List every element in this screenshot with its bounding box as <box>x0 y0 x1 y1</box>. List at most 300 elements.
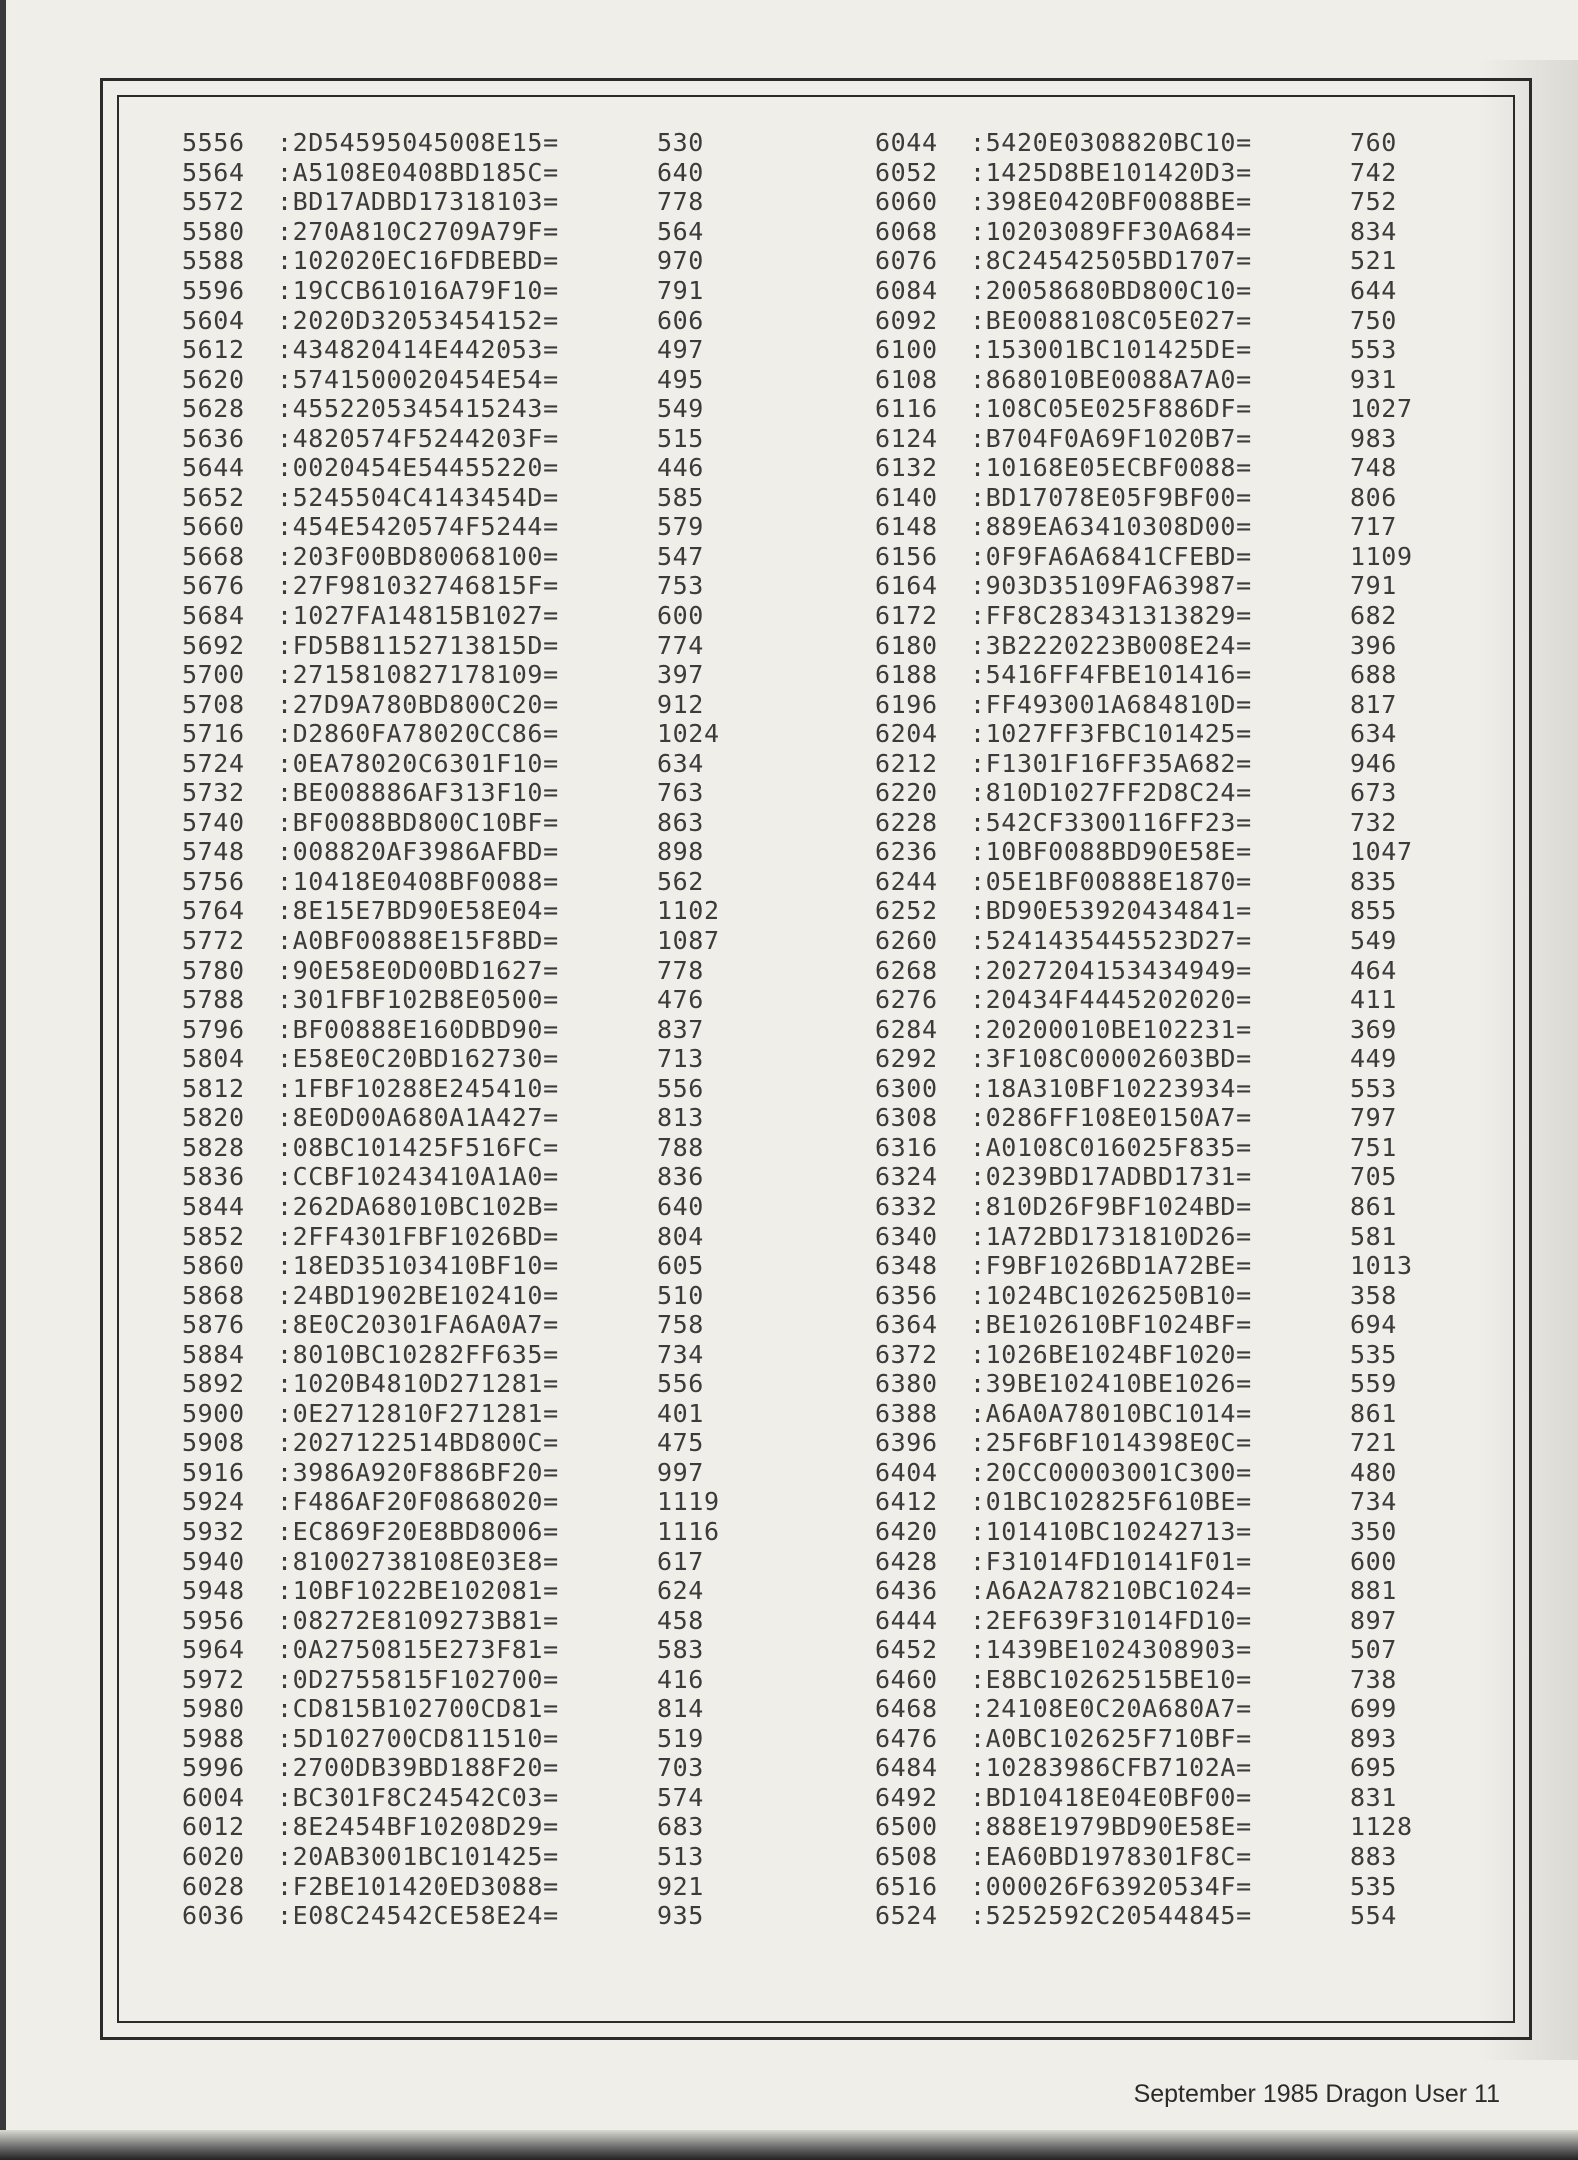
line-number: 5692 <box>182 630 245 660</box>
checksum: 519 <box>657 1723 704 1753</box>
listing-row <box>182 512 747 542</box>
line-number: 5892 <box>182 1369 245 1399</box>
hex-data: :810D1027FF2D8C24= <box>970 778 1252 808</box>
listing-row <box>875 985 1440 1015</box>
checksum: 753 <box>657 571 704 601</box>
hex-data: :EA60BD1978301F8C= <box>970 1841 1252 1871</box>
checksum: 732 <box>1350 807 1397 837</box>
line-number: 5908 <box>182 1428 245 1458</box>
line-number: 5844 <box>182 1191 245 1221</box>
hex-data: :10283986CFB7102A= <box>970 1753 1252 1783</box>
line-number: 5980 <box>182 1694 245 1724</box>
listing-row <box>875 512 1440 542</box>
checksum: 742 <box>1350 157 1397 187</box>
listing-row <box>875 1635 1440 1665</box>
checksum: 350 <box>1350 1516 1397 1546</box>
listing-row <box>875 305 1440 335</box>
checksum: 752 <box>1350 187 1397 217</box>
hex-data: :B704F0A69F1020B7= <box>970 423 1252 453</box>
checksum: 721 <box>1350 1428 1397 1458</box>
hex-data: :19CCB61016A79F10= <box>277 276 559 305</box>
listing-row <box>182 896 747 926</box>
checksum: 585 <box>657 482 704 512</box>
line-number: 5740 <box>182 807 245 837</box>
listing-row <box>182 778 747 808</box>
line-number: 6108 <box>875 364 938 394</box>
checksum: 881 <box>1350 1576 1397 1606</box>
checksum: 556 <box>657 1073 704 1103</box>
line-number: 5684 <box>182 601 245 631</box>
listing-row <box>182 1576 747 1606</box>
checksum: 688 <box>1350 660 1397 690</box>
checksum: 1024 <box>657 719 720 749</box>
checksum: 600 <box>1350 1546 1397 1576</box>
line-number: 6188 <box>875 660 938 690</box>
line-number: 6476 <box>875 1723 938 1753</box>
line-number: 5596 <box>182 276 245 305</box>
listing-row <box>182 1812 747 1842</box>
listing-row <box>182 1842 747 1872</box>
hex-data: :434820414E442053= <box>277 335 559 365</box>
listing-row <box>875 601 1440 631</box>
hex-data: :BD17078E05F9BF00= <box>970 482 1252 512</box>
listing-row <box>875 748 1440 778</box>
listing-row <box>875 1487 1440 1517</box>
listing-row <box>182 1901 747 1931</box>
line-number: 5644 <box>182 453 245 483</box>
line-number: 6044 <box>875 128 938 158</box>
checksum: 640 <box>657 1191 704 1221</box>
listing-row <box>182 1369 747 1399</box>
hex-data: :A0BC102625F710BF= <box>970 1723 1252 1753</box>
checksum: 695 <box>1350 1753 1397 1783</box>
listing-row <box>182 867 747 897</box>
line-number: 6212 <box>875 748 938 778</box>
listing-row <box>182 1014 747 1044</box>
checksum: 574 <box>657 1782 704 1812</box>
hex-data: :F486AF20F0868020= <box>277 1487 559 1517</box>
checksum: 497 <box>657 335 704 365</box>
checksum: 713 <box>657 1044 704 1074</box>
listing-row <box>182 1546 747 1576</box>
listing-row <box>875 1458 1440 1488</box>
checksum: 1027 <box>1350 394 1413 424</box>
hex-data: :2FF4301FBF1026BD= <box>277 1221 559 1251</box>
hex-data: :20200010BE102231= <box>970 1014 1252 1044</box>
checksum: 751 <box>1350 1132 1397 1162</box>
line-number: 6492 <box>875 1782 938 1812</box>
checksum: 458 <box>657 1605 704 1635</box>
hex-data: :20434F4445202020= <box>970 985 1252 1015</box>
hex-data: :2027122514BD800C= <box>277 1428 559 1458</box>
listing-row <box>182 453 747 483</box>
listing-row <box>182 719 747 749</box>
checksum: 834 <box>1350 216 1397 246</box>
line-number: 5572 <box>182 187 245 217</box>
checksum: 921 <box>657 1871 704 1901</box>
listing-row <box>875 926 1440 956</box>
checksum: 530 <box>657 128 704 158</box>
checksum: 717 <box>1350 512 1397 542</box>
hex-data: :542CF3300116FF23= <box>970 807 1252 837</box>
hex-data: :0286FF108E0150A7= <box>970 1103 1252 1133</box>
checksum: 893 <box>1350 1723 1397 1753</box>
checksum: 515 <box>657 423 704 453</box>
line-number: 6028 <box>182 1871 245 1901</box>
checksum: 553 <box>1350 335 1397 365</box>
listing-row <box>875 217 1440 247</box>
listing-row <box>182 571 747 601</box>
hex-data: :10BF0088BD90E58E= <box>970 837 1252 867</box>
line-number: 6300 <box>875 1073 938 1103</box>
line-number: 5964 <box>182 1635 245 1665</box>
line-number: 6324 <box>875 1162 938 1192</box>
listing-row <box>182 1162 747 1192</box>
line-number: 5588 <box>182 246 245 276</box>
listing-row <box>875 1369 1440 1399</box>
line-number: 6196 <box>875 689 938 719</box>
line-number: 6508 <box>875 1841 938 1871</box>
hex-data: :24108E0C20A680A7= <box>970 1694 1252 1724</box>
line-number: 5828 <box>182 1132 245 1162</box>
hex-data: :10203089FF30A684= <box>970 216 1252 246</box>
line-number: 6172 <box>875 601 938 631</box>
hex-data: :270A810C2709A79F= <box>277 216 559 246</box>
checksum: 1087 <box>657 926 720 956</box>
listing-row <box>182 1221 747 1251</box>
line-number: 6228 <box>875 807 938 837</box>
checksum: 970 <box>657 246 704 276</box>
hex-data: :EC869F20E8BD8006= <box>277 1516 559 1546</box>
line-number: 6452 <box>875 1635 938 1665</box>
hex-data: :BF0088BD800C10BF= <box>277 807 559 837</box>
hex-data: :0239BD17ADBD1731= <box>970 1162 1252 1192</box>
line-number: 6236 <box>875 837 938 867</box>
checksum: 814 <box>657 1694 704 1724</box>
listing-row <box>182 808 747 838</box>
listing-row <box>875 630 1440 660</box>
line-number: 6316 <box>875 1132 938 1162</box>
line-number: 6468 <box>875 1694 938 1724</box>
listing-column-right <box>875 128 1440 1930</box>
checksum: 464 <box>1350 955 1397 985</box>
hex-data: :A5108E0408BD185C= <box>277 157 559 187</box>
checksum: 634 <box>1350 719 1397 749</box>
checksum: 946 <box>1350 748 1397 778</box>
hex-data: :E8BC10262515BE10= <box>970 1664 1252 1694</box>
hex-data: :398E0420BF0088BE= <box>970 187 1252 217</box>
listing-row <box>182 335 747 365</box>
checksum: 791 <box>1350 571 1397 601</box>
checksum: 897 <box>1350 1605 1397 1635</box>
checksum: 863 <box>657 807 704 837</box>
listing-row <box>182 364 747 394</box>
hex-data: :FD5B81152713815D= <box>277 630 559 660</box>
checksum: 705 <box>1350 1162 1397 1192</box>
checksum: 369 <box>1350 1014 1397 1044</box>
line-number: 5652 <box>182 482 245 512</box>
line-number: 6164 <box>875 571 938 601</box>
listing-row <box>875 571 1440 601</box>
line-number: 6260 <box>875 926 938 956</box>
line-number: 5668 <box>182 541 245 571</box>
checksum: 760 <box>1350 128 1397 158</box>
line-number: 5932 <box>182 1516 245 1546</box>
checksum: 559 <box>1350 1369 1397 1399</box>
checksum: 554 <box>1350 1901 1397 1931</box>
listing-row <box>182 305 747 335</box>
line-number: 6364 <box>875 1310 938 1340</box>
line-number: 5724 <box>182 748 245 778</box>
listing-row <box>875 837 1440 867</box>
checksum: 748 <box>1350 453 1397 483</box>
checksum: 480 <box>1350 1457 1397 1487</box>
line-number: 6156 <box>875 541 938 571</box>
hex-data: :39BE102410BE1026= <box>970 1369 1252 1399</box>
hex-data: :5252592C20544845= <box>970 1901 1252 1931</box>
hex-data: :2EF639F31014FD10= <box>970 1605 1252 1635</box>
listing-row <box>182 1428 747 1458</box>
line-number: 5900 <box>182 1398 245 1428</box>
hex-data: :2715810827178109= <box>277 660 559 690</box>
listing-row <box>875 1192 1440 1222</box>
checksum: 553 <box>1350 1073 1397 1103</box>
line-number: 5924 <box>182 1487 245 1517</box>
line-number: 5820 <box>182 1103 245 1133</box>
line-number: 6132 <box>875 453 938 483</box>
line-number: 5916 <box>182 1457 245 1487</box>
line-number: 6004 <box>182 1782 245 1812</box>
listing-row <box>875 1339 1440 1369</box>
listing-row <box>875 1605 1440 1635</box>
listing-row <box>182 246 747 276</box>
hex-data: :3986A920F886BF20= <box>277 1457 559 1487</box>
hex-data: :25F6BF1014398E0C= <box>970 1428 1252 1458</box>
hex-data: :8E15E7BD90E58E04= <box>277 896 559 926</box>
hex-data: :0F9FA6A6841CFEBD= <box>970 541 1252 571</box>
checksum: 836 <box>657 1162 704 1192</box>
hex-data: :27F981032746815F= <box>277 571 559 601</box>
listing-row <box>875 778 1440 808</box>
hex-data: :8E0D00A680A1A427= <box>277 1103 559 1133</box>
listing-row <box>875 896 1440 926</box>
line-number: 5948 <box>182 1576 245 1606</box>
hex-data: :10BF1022BE102081= <box>277 1576 559 1606</box>
line-number: 6428 <box>875 1546 938 1576</box>
checksum: 931 <box>1350 364 1397 394</box>
checksum: 683 <box>657 1812 704 1842</box>
line-number: 5868 <box>182 1280 245 1310</box>
hex-data: :102020EC16FDBEBD= <box>277 246 559 276</box>
listing-row <box>875 246 1440 276</box>
checksum: 694 <box>1350 1310 1397 1340</box>
line-number: 6388 <box>875 1398 938 1428</box>
listing-row <box>182 1339 747 1369</box>
checksum: 835 <box>1350 866 1397 896</box>
listing-row <box>182 1399 747 1429</box>
hex-data: :BE0088108C05E027= <box>970 305 1252 335</box>
listing-row <box>182 276 747 306</box>
line-number: 6068 <box>875 216 938 246</box>
checksum: 813 <box>657 1103 704 1133</box>
listing-row <box>182 1251 747 1281</box>
hex-data: :A6A2A78210BC1024= <box>970 1576 1252 1606</box>
line-number: 5620 <box>182 364 245 394</box>
hex-data: :20058680BD800C10= <box>970 276 1252 305</box>
listing-row <box>182 423 747 453</box>
line-number: 6460 <box>875 1664 938 1694</box>
listing-row <box>182 1694 747 1724</box>
checksum: 734 <box>1350 1487 1397 1517</box>
line-number: 6180 <box>875 630 938 660</box>
checksum: 581 <box>1350 1221 1397 1251</box>
listing-row <box>875 1517 1440 1547</box>
checksum: 397 <box>657 660 704 690</box>
hex-data: :5D102700CD811510= <box>277 1723 559 1753</box>
line-number: 5564 <box>182 157 245 187</box>
checksum: 806 <box>1350 482 1397 512</box>
listing-column-left <box>182 128 747 1930</box>
hex-data: :CCBF10243410A1A0= <box>277 1162 559 1192</box>
hex-data: :000026F63920534F= <box>970 1871 1252 1901</box>
hex-data: :1439BE1024308903= <box>970 1635 1252 1665</box>
hex-data: :F1301F16FF35A682= <box>970 748 1252 778</box>
hex-data: :F9BF1026BD1A72BE= <box>970 1251 1252 1281</box>
hex-data: :CD815B102700CD81= <box>277 1694 559 1724</box>
line-number: 6148 <box>875 512 938 542</box>
checksum: 579 <box>657 512 704 542</box>
checksum: 837 <box>657 1014 704 1044</box>
line-number: 6524 <box>875 1901 938 1931</box>
listing-row <box>875 128 1440 158</box>
checksum: 750 <box>1350 305 1397 335</box>
listing-row <box>875 1310 1440 1340</box>
line-number: 6308 <box>875 1103 938 1133</box>
line-number: 5604 <box>182 305 245 335</box>
checksum: 547 <box>657 541 704 571</box>
hex-data: :2020D32053454152= <box>277 305 559 335</box>
line-number: 5556 <box>182 128 245 158</box>
line-number: 6052 <box>875 157 938 187</box>
listing-row <box>182 955 747 985</box>
line-number: 6012 <box>182 1812 245 1842</box>
checksum: 510 <box>657 1280 704 1310</box>
checksum: 788 <box>657 1132 704 1162</box>
listing-row <box>182 1458 747 1488</box>
listing-row <box>875 1753 1440 1783</box>
hex-data: :903D35109FA63987= <box>970 571 1252 601</box>
hex-data: :5741500020454E54= <box>277 364 559 394</box>
hex-data: :1425D8BE101420D3= <box>970 157 1252 187</box>
hex-data: :8E0C20301FA6A0A7= <box>277 1310 559 1340</box>
checksum: 411 <box>1350 985 1397 1015</box>
listing-row <box>875 719 1440 749</box>
checksum: 513 <box>657 1841 704 1871</box>
listing-row <box>875 158 1440 188</box>
checksum: 507 <box>1350 1635 1397 1665</box>
listing-row <box>875 1546 1440 1576</box>
hex-data: :4820574F5244203F= <box>277 423 559 453</box>
listing-row <box>182 1044 747 1074</box>
hex-data: :5241435445523D27= <box>970 926 1252 956</box>
hex-data: :5420E0308820BC10= <box>970 128 1252 158</box>
listing-row <box>875 542 1440 572</box>
checksum: 703 <box>657 1753 704 1783</box>
listing-row <box>182 1192 747 1222</box>
listing-row <box>875 1901 1440 1931</box>
hex-data: :2D54595045008E15= <box>277 128 559 158</box>
hex-data: :08272E8109273B81= <box>277 1605 559 1635</box>
checksum: 778 <box>657 955 704 985</box>
line-number: 5796 <box>182 1014 245 1044</box>
listing-row <box>182 1635 747 1665</box>
line-number: 6484 <box>875 1753 938 1783</box>
hex-data: :1FBF10288E245410= <box>277 1073 559 1103</box>
listing-row <box>875 394 1440 424</box>
hex-data: :454E5420574F5244= <box>277 512 559 542</box>
hex-data: :18A310BF10223934= <box>970 1073 1252 1103</box>
listing-row <box>182 1280 747 1310</box>
listing-row <box>182 1133 747 1163</box>
checksum: 640 <box>657 157 704 187</box>
checksum: 449 <box>1350 1044 1397 1074</box>
checksum: 1119 <box>657 1487 720 1517</box>
checksum: 605 <box>657 1251 704 1281</box>
line-number: 6020 <box>182 1841 245 1871</box>
listing-row <box>182 1783 747 1813</box>
checksum: 583 <box>657 1635 704 1665</box>
line-number: 5748 <box>182 837 245 867</box>
hex-data: :E08C24542CE58E24= <box>277 1901 559 1931</box>
hex-data: :301FBF102B8E0500= <box>277 985 559 1015</box>
listing-row <box>182 601 747 631</box>
checksum: 791 <box>657 276 704 305</box>
hex-data: :108C05E025F886DF= <box>970 394 1252 424</box>
checksum: 634 <box>657 748 704 778</box>
hex-data: :868010BE0088A7A0= <box>970 364 1252 394</box>
listing-row <box>182 1074 747 1104</box>
checksum: 734 <box>657 1339 704 1369</box>
hex-data: :810D26F9BF1024BD= <box>970 1191 1252 1221</box>
listing-row <box>875 1014 1440 1044</box>
listing-row <box>182 1724 747 1754</box>
line-number: 5708 <box>182 689 245 719</box>
checksum: 564 <box>657 216 704 246</box>
line-number: 6444 <box>875 1605 938 1635</box>
checksum: 855 <box>1350 896 1397 926</box>
line-number: 5700 <box>182 660 245 690</box>
listing-row <box>875 1694 1440 1724</box>
checksum: 556 <box>657 1369 704 1399</box>
listing-row <box>182 1664 747 1694</box>
checksum: 396 <box>1350 630 1397 660</box>
checksum: 682 <box>1350 601 1397 631</box>
line-number: 6372 <box>875 1339 938 1369</box>
hex-data: :F31014FD10141F01= <box>970 1546 1252 1576</box>
line-number: 6084 <box>875 276 938 305</box>
checksum: 898 <box>657 837 704 867</box>
listing-row <box>875 867 1440 897</box>
hex-data: :A0108C016025F835= <box>970 1132 1252 1162</box>
listing-row <box>875 1842 1440 1872</box>
line-number: 6292 <box>875 1044 938 1074</box>
line-number: 5788 <box>182 985 245 1015</box>
checksum: 831 <box>1350 1782 1397 1812</box>
hex-data: :101410BC10242713= <box>970 1516 1252 1546</box>
listing-row <box>182 128 747 158</box>
listing-row <box>182 1517 747 1547</box>
line-number: 5716 <box>182 719 245 749</box>
